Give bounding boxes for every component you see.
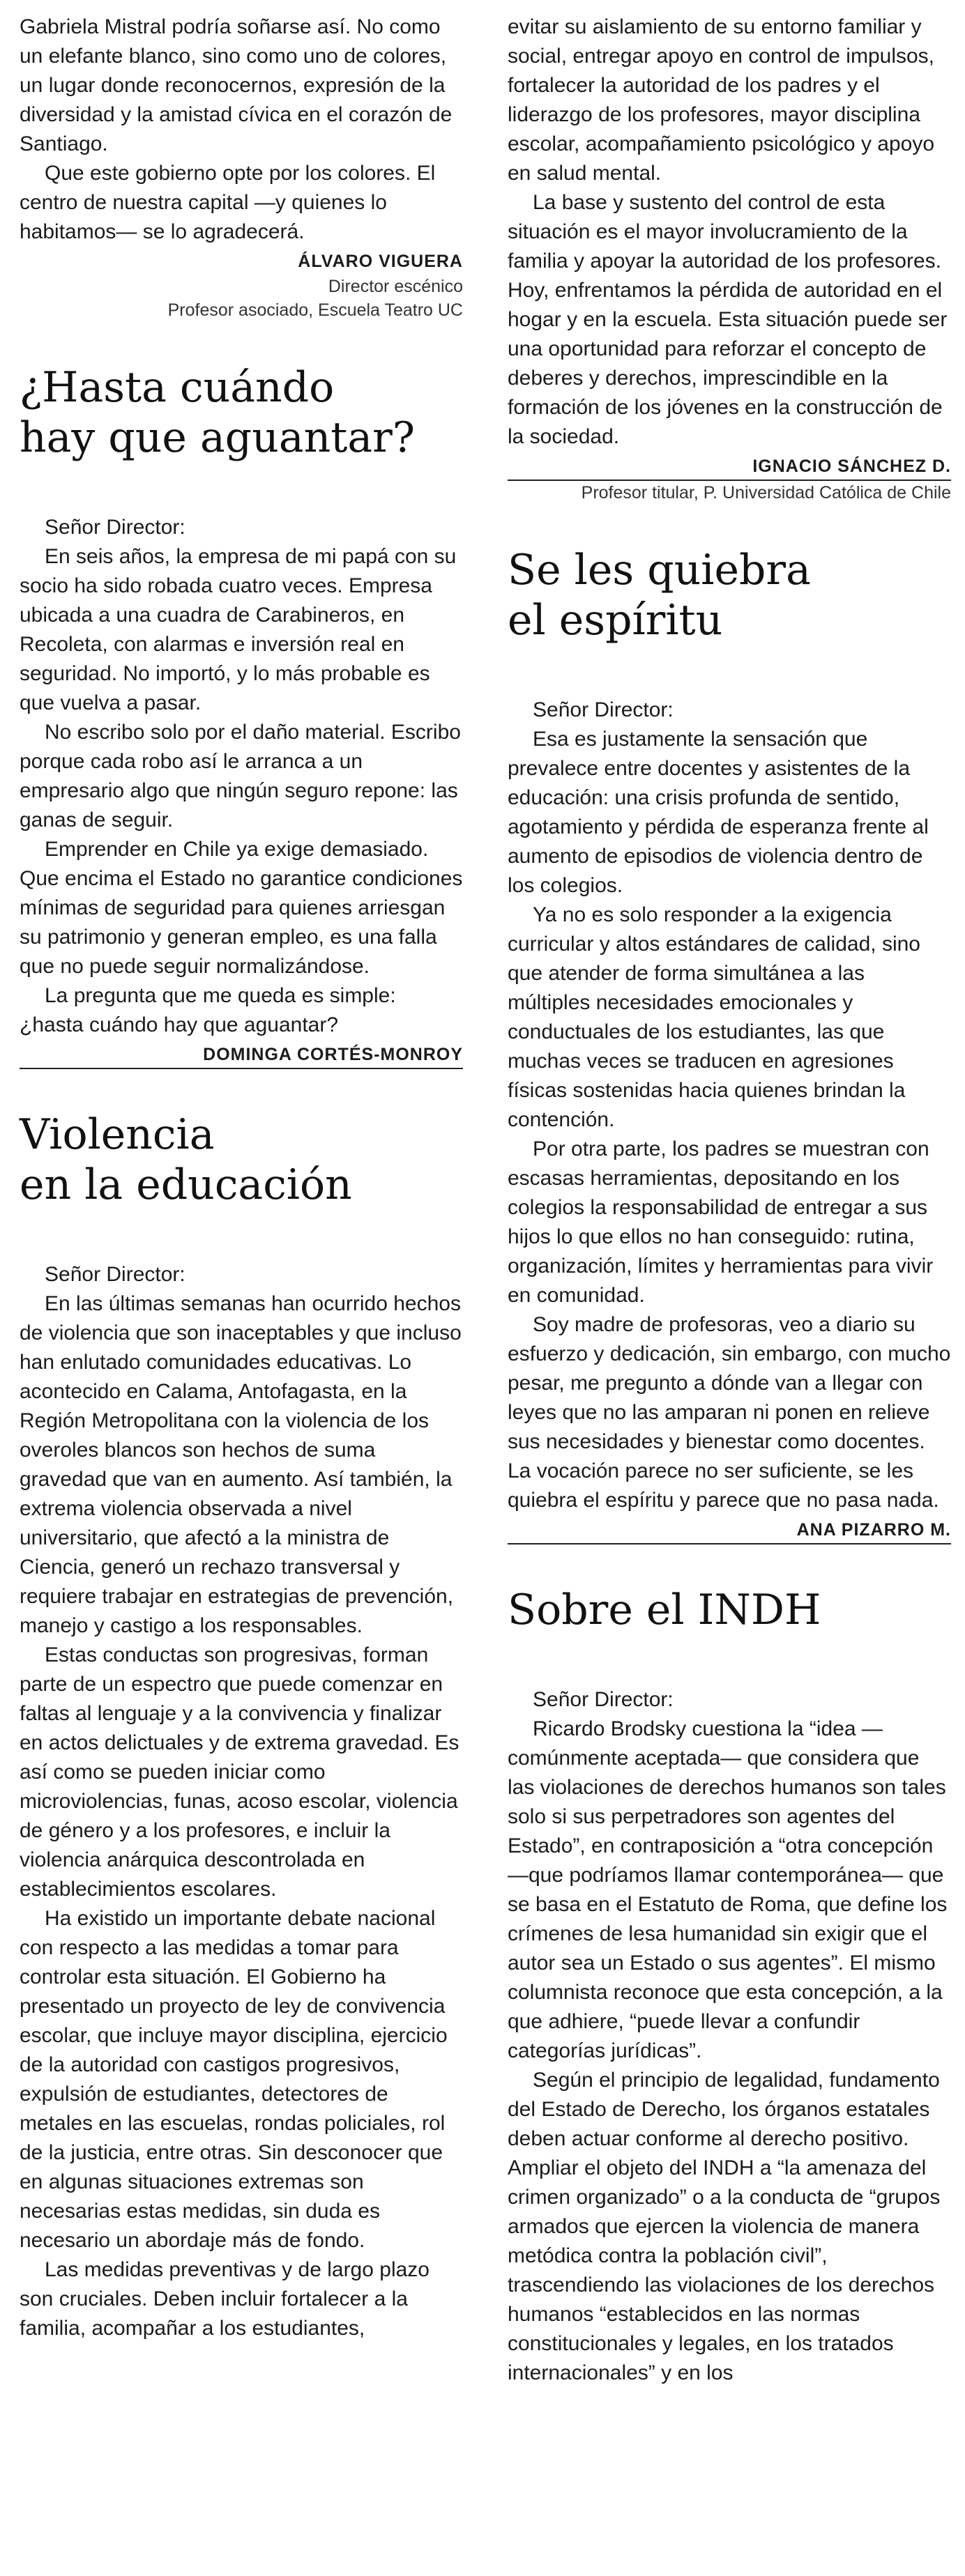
- letter-paragraph: Estas conductas son progresivas, forman parte de un espectro que puede comenzar en faltas al lenguaje y a la convivencia y finalizar en actos delictuales y de extrema gravedad. Es así como se pueden iniciar como microviolencias, funas, acoso escolar, violencia de género y a los profesores, e incluir la violencia anárquica descontrolada en establecimientos escolares.: [20, 1643, 459, 1901]
- intro-signature-role: Director escénico: [328, 277, 463, 296]
- letter-signature: DOMINGA CORTÉS-MONROY: [20, 1043, 463, 1069]
- continued-paragraph: evitar su aislamiento de su entorno familiar y social, entregar apoyo en control de impulsos, fortalecer la autoridad de los padres y el liderazgo de los profesores, mayor disciplina escolar, acompañamiento psicológico y apoyo en salud mental.: [508, 15, 935, 185]
- left-column: [20, 13, 463, 2343]
- continued-signature-affiliation: Profesor titular, P. Universidad Católica de Chile: [581, 483, 951, 503]
- letter-title: [508, 545, 951, 645]
- intro-paragraph: Que este gobierno opte por los colores. El centro de nuestra capital —y quienes lo habitamos— se lo agradecerá.: [20, 162, 436, 243]
- letter-title: Sobre el INDH: [508, 1586, 821, 1634]
- letter-paragraph: Soy madre de profesoras, veo a diario su esfuerzo y dedicación, sin embargo, con mucho pesar, me pregunto a dónde van a llegar con leyes que no las amparan ni ponen en relieve sus necesidades y bienestar como docentes. La vocación parece no ser suficiente, se les quiebra el espíritu y parece que no pasa nada.: [508, 1313, 951, 1512]
- letter-paragraph: Ya no es solo responder a la exigencia curricular y altos estándares de calidad, sino que atender de forma simultánea a las múltiples necesidades emocionales y conductuales de los estudiantes, las que muchas veces se traducen en agresiones físicas sostenidas hacia quienes brindan la contención.: [508, 903, 920, 1131]
- letter-paragraph: Según el principio de legalidad, fundamento del Estado de Derecho, los órganos estatales deben actuar conforme al derecho positivo. Ampliar el objeto del INDH a “la amenaza del crimen organizado” o a la conducta de “grupos armados que ejercen la violencia de manera metódica contra la población civil”, trascendiendo las violaciones de los derechos humanos “establecidos en las normas constitucionales y legales, en los tratados internacionales” y en los: [508, 2069, 941, 2384]
- intro-signature-name: ÁLVARO VIGUERA: [298, 252, 463, 271]
- letter-title-line: Violencia: [20, 1110, 215, 1159]
- letter-signature: ANA PIZARRO M.: [508, 1518, 951, 1544]
- letter-title-line: en la educación: [20, 1160, 352, 1209]
- letter-title: [20, 1110, 463, 1210]
- salutation: Señor Director:: [533, 1688, 674, 1711]
- continued-paragraph: La base y sustento del control de esta situación es el mayor involucramiento de la familia y apoyar la autoridad de los profesores. Hoy, enfrentamos la pérdida de autoridad en el hogar y en la escuela. Esta situación puede ser una oportunidad para reforzar el concepto de deberes y derechos, imprescindible en la formación de los jóvenes en la construcción de la sociedad.: [508, 191, 948, 448]
- letter-paragraph: En seis años, la empresa de mi papá con su socio ha sido robada cuatro veces. Empresa ubicada a una cuadra de Carabineros, en Recoleta, con alarmas e inversión real en seguridad. No importó, y lo más probable es que vuelva a pasar.: [20, 545, 457, 714]
- salutation: Señor Director:: [533, 698, 674, 721]
- letter-paragraph: La pregunta que me queda es simple: ¿hasta cuándo hay que aguantar?: [20, 984, 396, 1036]
- continued-signature-name: IGNACIO SÁNCHEZ D.: [508, 454, 951, 481]
- letter-paragraph: En las últimas semanas han ocurrido hechos de violencia que son inaceptables y que incluso han enlutado comunidades educativas. Lo acontecido en Calama, Antofagasta, en la Región Metropolitana con la violencia de los overoles blancos son hechos de suma gravedad que van en aumento. Así también, la extrema violencia observada a nivel universitario, que afectó a la ministra de Ciencia, generó un rechazo transversal y requiere trabajar en estrategias de prevención, manejo y castigo a los responsables.: [20, 1292, 462, 1637]
- letter-title-line: Se les quiebra: [508, 546, 811, 595]
- letter-paragraph: Las medidas preventivas y de largo plazo son cruciales. Deben incluir fortalecer a la familia, acompañar a los estudiantes,: [20, 2258, 430, 2340]
- letter-paragraph: No escribo solo por el daño material. Escribo porque cada robo así le arranca a un empresario algo que ningún seguro repone: las ganas de seguir.: [20, 721, 461, 831]
- letter-title: [20, 362, 463, 463]
- letter-title-line: hay que aguantar?: [20, 413, 415, 462]
- salutation: Señor Director:: [45, 516, 185, 539]
- letter-paragraph: Por otra parte, los padres se muestran con escasas herramientas, depositando en los colegios la responsabilidad de entregar a sus hijos lo que ellos no han conseguido: rutina, organización, límites y herramientas para vivir en comunidad.: [508, 1137, 934, 1307]
- letter-paragraph: Ricardo Brodsky cuestiona la “idea —comúnmente aceptada— que considera que las violaciones de derechos humanos son tales solo si sus perpetradores son agentes del Estado”, en contraposición a “otra concepción —que podríamos llamar contemporánea— que se basa en el Estatuto de Roma, que define los crímenes de lesa humanidad sin exigir que el autor sea un Estado o sus agentes”. El mismo columnista reconoce que esta concepción, a la que adhiere, “puede llevar a confundir categorías jurídicas”.: [508, 1717, 948, 2062]
- intro-signature-affiliation: Profesor asociado, Escuela Teatro UC: [167, 300, 463, 320]
- letter-title-line: el espíritu: [508, 596, 723, 645]
- letter-paragraph: Esa es justamente la sensación que prevalece entre docentes y asistentes de la educación: una crisis profunda de sentido, agotamiento y pérdida de esperanza frente al aumento de episodios de violencia dentro de los colegios.: [508, 728, 929, 897]
- right-column: [508, 13, 951, 2388]
- letter-title-line: ¿Hasta cuándo: [20, 363, 335, 412]
- letter-paragraph: Ha existido un importante debate nacional con respecto a las medidas a tomar para controlar esta situación. El Gobierno ha presentado un proyecto de ley de convivencia escolar, que incluye mayor disciplina, ejercicio de la autoridad con castigos progresivos, expulsión de estudiantes, detectores de metales en las escuelas, rondas policiales, rol de la justicia, entre otras. Sin desconocer que en algunas situaciones extremas son necesarias estas medidas, sin duda es necesario un abordaje más de fondo.: [20, 1907, 448, 2252]
- letter-paragraph: Emprender en Chile ya exige demasiado. Que encima el Estado no garantice condiciones mínimas de seguridad para quienes arriesgan su patrimonio y generan empleo, es una falla que no puede seguir normalizándose.: [20, 838, 463, 978]
- salutation: Señor Director:: [45, 1263, 185, 1286]
- intro-paragraph: Gabriela Mistral podría soñarse así. No como un elefante blanco, sino como uno de colores, un lugar donde reconocernos, expresión de la diversidad y la amistad cívica en el corazón de Santiago.: [20, 15, 453, 155]
